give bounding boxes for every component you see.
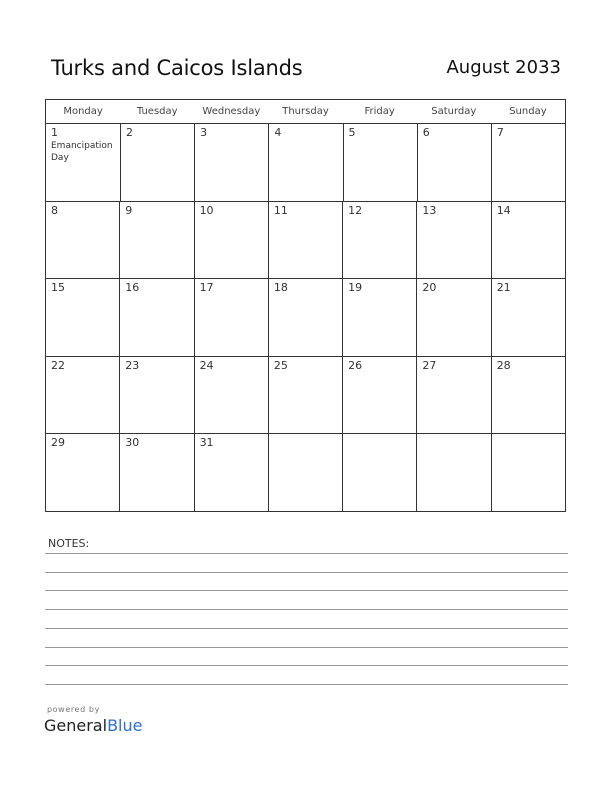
day-cell (417, 357, 491, 434)
note-line (45, 647, 568, 648)
calendar-month: August 2033 (446, 57, 561, 78)
day-cell (269, 202, 343, 279)
note-line (45, 553, 568, 554)
day-number: 9 (125, 203, 133, 217)
day-number: 23 (125, 358, 140, 372)
week-row (46, 124, 565, 202)
day-cell (343, 357, 417, 434)
day-cell (344, 124, 418, 201)
powered-by-text: powered by (47, 705, 100, 714)
day-number: 21 (496, 281, 511, 295)
day-number: 19 (348, 281, 363, 295)
weekday-sunday: Sunday (509, 106, 547, 117)
notes-label: NOTES: (48, 537, 90, 550)
day-number: 18 (273, 281, 288, 295)
day-cell (195, 357, 269, 434)
day-number: 14 (496, 203, 511, 217)
day-number: 15 (51, 281, 65, 295)
day-cell (195, 202, 269, 279)
weekday-tuesday: Tuesday (136, 106, 178, 117)
day-cell (269, 434, 343, 512)
day-number: 11 (273, 203, 288, 217)
holiday-label: Emancipation Day (51, 141, 113, 163)
day-cell (120, 279, 194, 356)
note-line (45, 684, 568, 685)
day-number: 5 (348, 126, 356, 139)
day-cell (46, 279, 120, 356)
brand-logo-part2: Blue (107, 716, 143, 735)
note-line (45, 665, 568, 666)
weekday-friday: Friday (364, 106, 395, 117)
day-number: 8 (51, 203, 58, 217)
brand-logo-part1: General (44, 716, 108, 735)
day-cell (492, 124, 565, 201)
day-cell (492, 434, 565, 512)
day-cell (492, 279, 565, 356)
weekday-wednesday: Wednesday (202, 106, 261, 117)
day-number: 22 (51, 358, 65, 372)
calendar-grid (45, 99, 566, 512)
calendar-title: Turks and Caicos Islands (51, 56, 303, 80)
day-number: 3 (200, 126, 208, 139)
weekday-thursday: Thursday (282, 106, 329, 117)
day-number: 27 (422, 358, 437, 372)
day-number: 7 (496, 126, 504, 139)
day-number: 17 (199, 281, 214, 295)
day-cell (46, 202, 120, 279)
day-cell (120, 434, 194, 512)
day-cell (417, 279, 491, 356)
day-number: 28 (496, 358, 511, 372)
weekday-saturday: Saturday (431, 106, 477, 117)
day-number: 30 (125, 436, 140, 450)
day-cell (195, 124, 269, 201)
note-line (45, 628, 568, 629)
note-line (45, 572, 568, 573)
day-number: 1 (51, 126, 58, 139)
note-line (45, 609, 568, 610)
day-number: 12 (348, 203, 363, 217)
day-number: 29 (51, 436, 65, 450)
weekday-monday: Monday (63, 106, 103, 117)
day-number: 6 (422, 126, 430, 139)
week-row (46, 202, 565, 280)
day-number: 26 (348, 358, 363, 372)
day-number: 2 (126, 126, 133, 139)
day-cell (46, 124, 121, 201)
week-row (46, 434, 565, 512)
brand-logo (44, 716, 142, 735)
day-number: 10 (199, 203, 214, 217)
day-number: 25 (273, 358, 288, 372)
week-row (46, 279, 565, 357)
day-cell (492, 357, 565, 434)
week-row (46, 357, 565, 435)
weekday-header-row (46, 100, 565, 124)
day-number: 16 (125, 281, 140, 295)
day-cell (417, 202, 491, 279)
day-cell (269, 357, 343, 434)
day-number: 20 (422, 281, 437, 295)
note-line (45, 590, 568, 591)
day-cell (195, 434, 269, 512)
day-cell (269, 279, 343, 356)
day-cell (195, 279, 269, 356)
day-cell (343, 279, 417, 356)
day-cell (120, 202, 194, 279)
day-cell (418, 124, 492, 201)
day-cell (492, 202, 565, 279)
day-cell (417, 434, 491, 512)
day-cell (46, 434, 120, 512)
day-cell (269, 124, 343, 201)
day-cell (121, 124, 195, 201)
day-number: 4 (274, 126, 282, 139)
day-cell (343, 434, 417, 512)
day-number: 31 (199, 436, 214, 450)
day-cell (343, 202, 417, 279)
day-cell (120, 357, 194, 434)
day-cell (46, 357, 120, 434)
day-number: 24 (199, 358, 214, 372)
day-number: 13 (422, 203, 437, 217)
